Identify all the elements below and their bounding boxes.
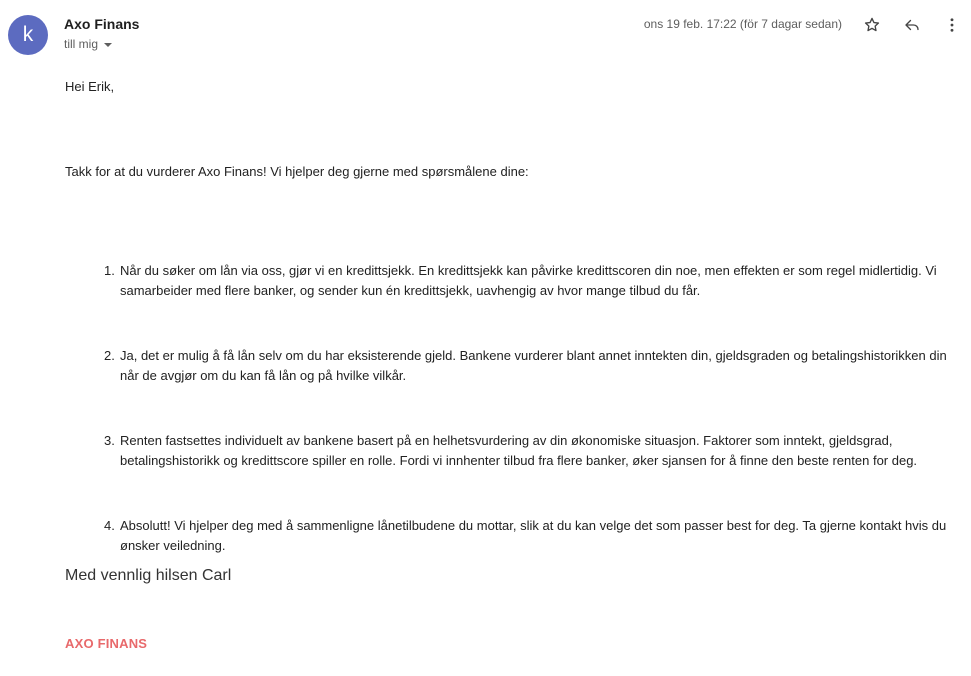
reply-button[interactable] <box>900 13 924 37</box>
recipient-label: till mig <box>64 37 99 51</box>
reply-icon <box>903 16 921 34</box>
list-item-text: Når du søker om lån via oss, gjør vi en kredittsjekk. En kredittsjekk kan påvirke kredittscoren din noe, men effekten er som regel midlertidig. Vi samarbeider med flere banker, og sender kun én kredittsjekk, uavhengig av hvor mange tilbud du får. <box>120 263 937 298</box>
message-date: ons 19 feb. 17:22 (för 7 dagar sedan) <box>643 17 842 31</box>
list-number: 2. <box>104 348 115 363</box>
avatar[interactable]: k <box>8 15 48 55</box>
list-item-text: Ja, det er mulig å få lån selv om du har eksisterende gjeld. Bankene vurderer blant annet inntekten din, gjeldsgraden og betalingshistorikken din når de avgjør om du kan få lån og på hvilke vilkår. <box>120 348 947 383</box>
list-item-text: Renten fastsettes individuelt av bankene basert på en helhetsvurdering av din økonomiske situasjon. Faktorer som inntekt, gjeldsgrad, betalingshistorikk og kredittscore spiller en rolle. Fordi vi innhenter tilbud fra flere banker, øker sjansen for å finne den beste renten for deg. <box>120 433 918 468</box>
sender-name[interactable]: Axo Finans <box>64 16 140 32</box>
brand-signature: AXO FINANS <box>65 636 148 651</box>
list-number: 1. <box>104 263 115 278</box>
greeting: Hei Erik, <box>65 79 115 94</box>
list-item <box>104 431 950 471</box>
list-item <box>104 516 950 556</box>
more-options-button[interactable] <box>940 13 964 37</box>
signoff: Med vennlig hilsen Carl <box>65 567 232 584</box>
star-outline-icon <box>863 16 881 34</box>
list-item-text: Absolutt! Vi hjelper deg med å sammenligne lånetilbudene du mottar, slik at du kan velge det som passer best for deg. Ta gjerne kontakt hvis du ønsker veiledning. <box>120 518 947 553</box>
list-item <box>104 261 950 301</box>
more-vertical-icon <box>943 16 961 34</box>
list-number: 4. <box>104 518 115 533</box>
answer-list <box>104 261 950 601</box>
list-number: 3. <box>104 433 115 448</box>
recipient-dropdown[interactable] <box>64 37 112 51</box>
star-button[interactable] <box>860 13 884 37</box>
list-item <box>104 346 950 386</box>
caret-down-icon[interactable] <box>104 43 112 47</box>
intro-paragraph: Takk for at du vurderer Axo Finans! Vi hjelper deg gjerne med spørsmålene dine: <box>65 164 529 179</box>
